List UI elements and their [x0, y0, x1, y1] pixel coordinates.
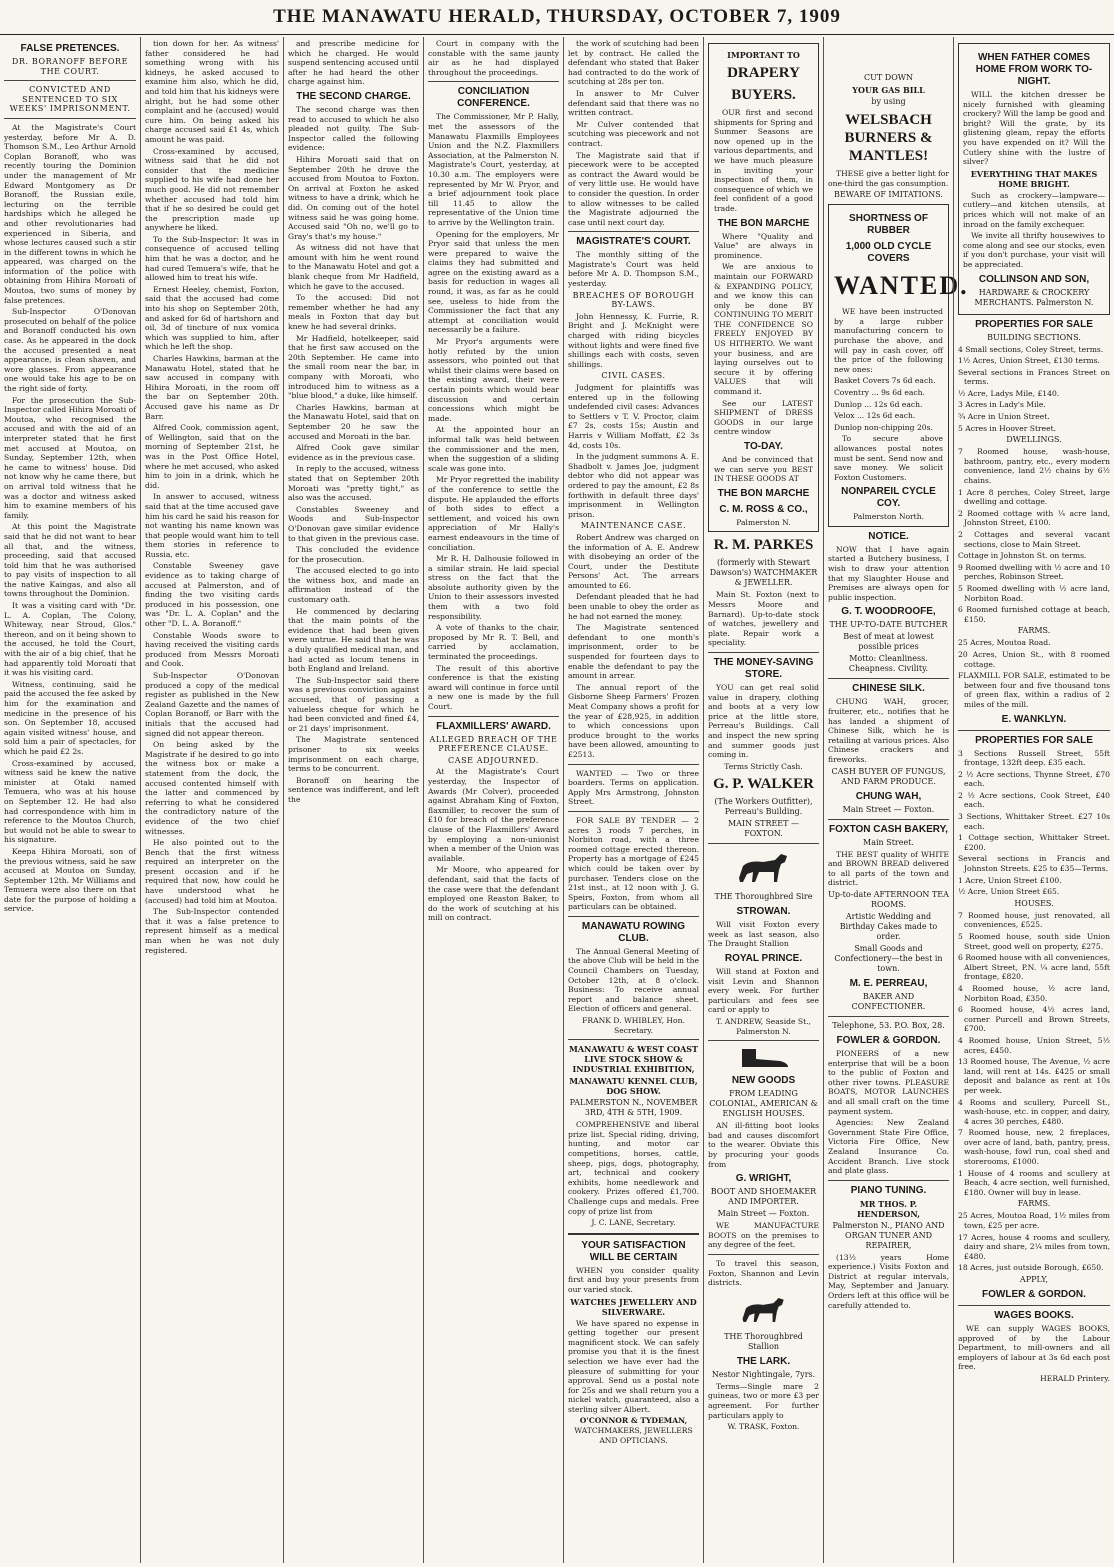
collinson-name: COLLINSON AND SON,	[978, 273, 1090, 285]
apply-label: APPLY,	[1019, 1275, 1049, 1284]
covers-heading: 1,000 OLD CYCLE COVERS	[845, 241, 932, 265]
bon-marche-name: THE BON MARCHE	[717, 487, 810, 499]
divider	[4, 80, 136, 81]
paragraph: Charles Hawkins, barman at the Manawatu Hotel, said that on September 20 he saw the accused and Moroati in the bar.	[288, 402, 419, 441]
paragraph: Mr R. H. Dalhousie followed in a similar strain. He laid special stress on the fact that the absolute authority given by the Union to their assessors invested them with a two fold responsibility.	[428, 554, 559, 621]
paragraph: In answer to accused, witness said that at the time accused gave him his card he said his reason for not wanting his name known was that people would want him to tell them stories in reference to Russia, etc.	[145, 492, 279, 559]
list-item: 3 Sections Russell Street, 55ft frontage, 132ft deep. £35 each.	[958, 748, 1110, 768]
paragraph: He also pointed out to the Bench that the first witness required an interpreter on the present occasion and if he required that now, how could he have understood what he (accused) had told him at Moutoa.	[145, 838, 279, 905]
list-item: 4 Rooms and scullery, Purcell St., wash-house, etc. in copper, and dairy, 4 acres 30 perches, £480.	[958, 1097, 1110, 1126]
divider	[568, 1039, 699, 1040]
paragraph: In answer to Mr Culver defendant said that there was no written contract.	[568, 88, 699, 118]
parkes-name: R. M. PARKES	[713, 537, 814, 554]
ross-place: Palmerston N.	[736, 517, 791, 527]
article-subheading: CIVIL CASES.	[601, 371, 666, 381]
divider	[708, 1254, 819, 1255]
paragraph: We invite all thrifty housewives to come along and see our stocks, even if you don't purchase, your visit will be appreciated.	[963, 231, 1105, 269]
royal-prince-name: ROYAL PRINCE.	[724, 953, 803, 965]
paragraph: Will visit Foxton every week as last season, also The Draught Stallion	[708, 920, 819, 949]
horse-icon	[734, 1292, 794, 1328]
gas-mid: YOUR GAS BILL	[852, 85, 925, 95]
fowler-telephone: Telephone, 53. P.O. Box, 28.	[832, 1020, 945, 1030]
paragraph: WHEN you consider quality first and buy your presents from our varied stock.	[568, 1265, 699, 1294]
gas-by: by using	[871, 97, 906, 106]
paragraph: The Magistrate said that if piecework were to be accepted as contract the Award would be of very little use. He would have to consider the question. In order to allow witnesses to be called the Magistrate adjourned the case until next court day.	[568, 150, 699, 227]
walker-address: MAIN STREET — FOXTON.	[727, 819, 800, 839]
divider	[4, 118, 136, 119]
masthead: THE MANAWATU HERALD, THURSDAY, OCTOBER 7, 1909	[0, 0, 1114, 35]
paragraph: WE can supply WAGES BOOKS, approved of by the Labour Department, to mill-owners and all employers of labour at 3s 6d each post free.	[958, 1324, 1110, 1372]
show-subheading: MANAWATU KENNEL CLUB, DOG SHOW.	[569, 1076, 698, 1097]
horse-icon	[729, 848, 799, 888]
gas-top: CUT DOWN	[864, 73, 913, 82]
paragraph: Sub-Inspector O'Donovan prosecuted on behalf of the police and Boranoff conducted his own case. As he appeared in the dock the accused presented a neat appearance, is clean shaven, and wore glasses. From appearance one would take his age to be on the right side of forty.	[4, 307, 136, 393]
woodroofe-name: G. T. WOODROOFE,	[841, 606, 936, 618]
paragraph: Judgment for plaintiffs was entered up in the following undefended civil cases: Advances to Settlers v T. V. Proctor, claim £7 2s, costs 15s; Austin and Harris v William Moffatt, £2 3s 4d, costs 10s.	[568, 383, 699, 450]
houses-heading: HOUSES.	[1014, 898, 1054, 908]
divider	[568, 764, 699, 765]
paragraph: Sub-Inspector O'Donovan produced a copy of the medical register as published in the New Zealand Gazette and the names of Coplan Boranoff, or Barr with the initials that the accused had signed did not appear thereon.	[145, 671, 279, 738]
oconnor-sub: WATCHMAKERS, JEWELLERS AND OPTICIANS.	[574, 1426, 693, 1445]
paragraph: tion down for her. As witness' father considered he had something wrong with his kidneys, he asked accused to examine him also, which he did, and told him that his kidneys were alright, but he had some other complaint and he (accused) would cure him. On being asked his charge accused said £1 4s, which amount he was paid.	[145, 39, 279, 144]
article-subheading: DR. BORANOFF BEFORE THE COURT.	[11, 57, 129, 76]
property-list	[958, 749, 1110, 897]
fowler-name: FOWLER & GORDON.	[836, 1034, 941, 1046]
paragraph: The result of this abortive conference is that the existing award will continue in force until a new one is made by the full Court.	[428, 663, 559, 711]
paragraph: Ernest Heeley, chemist, Foxton, said that the accused had come into his shop on September 20th, and asked for 6d of hartshorn and oil, 3d of tincture of nux vomica which was supplied to him, after which he left the shop.	[145, 284, 279, 352]
article-heading-flaxmillers: FLAXMILLERS' AWARD.	[436, 720, 551, 732]
paragraph: Where "Quality and Value" are always in prominence.	[714, 231, 813, 260]
price-item: Coventry ... 9s 6d each.	[834, 387, 925, 397]
paragraph: WE have been instructed by a large rubber manufacturing concern to purchase the above, and will pay in cash cover, off the price of the following new ones:	[834, 307, 943, 374]
paragraph: At the Magistrate's Court yesterday, before Mr A. D. Thomson S.M., Leo Arthur Arnold Coplan Boranoff, who was recently touring the Dominion under the management of Mr Edward Montgomery as Dr Boranoff, the Russian exile, lecturing on the terrible hardships which he alleged he and other revolutionaries had experienced in Siberia, and whose lectures caused such a stir in the different towns in which he appeared, was charged on the information of the police with obtaining from Hihira Moroati of Moutoa, two sums of money by false pretences.	[4, 122, 136, 305]
paragraph: The Magistrate sentenced defendant to one month's imprisonment, order to be suspended for fourteen days to enable the defendant to pay the amount in arrear.	[568, 623, 699, 681]
lark-top: THE Thoroughbred Stallion	[724, 1331, 803, 1351]
list-item: 1 Acre 8 perches, Coley Street, large dwelling and cottage.	[958, 487, 1110, 507]
divider	[568, 1233, 699, 1235]
divider	[428, 81, 559, 82]
list-item: Several sections in Francis and Johnston Streets. £25 to £35—Terms.	[958, 854, 1110, 874]
perreau-sub: BAKER AND CONFECTIONER.	[851, 991, 926, 1011]
price-item: Velox ... 12s 6d each.	[834, 411, 916, 421]
paragraph: Terms—Single mare 2 guineas, two or more £3 per agreement. For further particulars apply to	[708, 1381, 819, 1420]
paragraph: Mr Moore, who appeared for defendant, said that the facts of the case were that the defendant employed one Reaston Baker, to do the work of scutching at his mill on contract.	[428, 865, 559, 923]
paragraph: The annual report of the Gisborne Sheep Farmers' Frozen Meat Company shows a profit for the year of £28,925, in addition to which concessions upon produce brought to the works have been allowed, amounting to £2513.	[568, 682, 699, 759]
paragraph: At the appointed hour an informal talk was held between the commissioner and the men, when the suggestion of a sliding scale was gone into.	[428, 425, 559, 473]
fowler-name: FOWLER & GORDON.	[982, 1289, 1086, 1300]
paragraph: The Sub-Inspector said there was a previous conviction against accused, that of passing a valueless cheque for which he had been convicted and fined £4, or 21 days' imprisonment.	[288, 675, 419, 733]
paragraph: This concluded the evidence for the prosecution.	[288, 545, 419, 564]
paragraph: Will stand at Foxton and visit Levin and Shannon every week. For further particulars and fees see card or apply to	[708, 967, 819, 1015]
paragraph: Mr Pryor regretted the inability of the conference to settle the dispute. He applauded the efforts of both sides to effect a settlement, and voiced his own appreciation of Mr Hally's earnest endeavours in the time of conciliation.	[428, 475, 559, 552]
new-goods-sub: FROM LEADING COLONIAL, AMERICAN & ENGLISH HOUSES.	[709, 1089, 818, 1119]
paragraph: To the accused: Did not remember whether he had any meals in Foxton that day but knew he had several drinks.	[288, 293, 419, 332]
dwelling-list	[958, 447, 1110, 624]
woodroofe-best: Best of meat at lowest possible prices	[843, 632, 934, 652]
paragraph: Court in company with the constable with the same jaunty air as he had displayed throughout the proceedings.	[428, 39, 559, 77]
list-item: 6 Roomed furnished cottage at beach, £150.	[958, 605, 1110, 624]
rowing-club-heading: MANAWATU ROWING CLUB.	[581, 920, 686, 944]
paragraph: The second charge was then read to accused to which he also pleaded not guilty. The Sub-Inspector called the following evidence:	[288, 104, 419, 153]
article-subheading: BREACHES OF BOROUGH BY-LAWS.	[572, 290, 695, 310]
paragraph: On being asked by the Magistrate if he desired to go into the witness box or make a statement from the dock, the accused contented himself with the latter and commenced by referring to what he considered the contradictory nature of the evidence of the two chief witnesses.	[145, 740, 279, 836]
paragraph: Hihira Moroati said that on September 20th he drove the accused from Moutoa to Foxton. On arrival at Foxton he asked witness to have a drink, which he did. On coming out of the hotel witness said he was going home. Accused said "Oh no, we'll go to Gray's that's my house."	[288, 154, 419, 241]
show-date: PALMERSTON N., NOVEMBER 3RD, 4TH & 5TH, 1909.	[569, 1098, 698, 1118]
paragraph: Keepa Hihira Moroati, son of the previous witness, said he saw accused at Moutoa on Sunday, September 12th. Mr Williams and Temuera were also there on that date for the purpose of holding a service.	[4, 846, 136, 914]
father-heading: WHEN FATHER COMES HOME FROM WORK TO-NIGHT.	[975, 52, 1093, 87]
paragraph: Alfred Cook, commission agent, of Wellington, said that on the morning of September 21st, he was in the Post Office Hotel, where he met accused, who asked him to join in a drink, which he did.	[145, 423, 279, 490]
list-item: 6 Roomed house with all conveniences, Albert Street, P.N. ¼ acre land, 55ft frontage, £820.	[958, 953, 1110, 982]
wages-heading: WAGES BOOKS.	[994, 1310, 1074, 1321]
paragraph: Witness, continuing, said he paid the accused the fee asked by him for the examination and medicine in the presence of his son. On September 18, accused again visited witness' house, and sold him a pair of spectacles, for which he paid £2 2s.	[4, 679, 136, 756]
paragraph: The Magistrate sentenced prisoner to six weeks imprisonment on each charge, terms to be concurrent.	[288, 735, 419, 774]
wanklyn-name: E. WANKLYN.	[1001, 713, 1067, 725]
paragraph: Agencies: New Zealand Government State Fire Office, Victoria Fire Office, New Zealand Insurance Co. Accident Branch. Live stock and plate glass.	[828, 1118, 949, 1176]
article-subheading: CONVICTED AND SENTENCED TO SIX WEEKS' IMPRISONMENT.	[9, 85, 131, 114]
list-item: 20 Acres, Union St., with 8 roomed cottage.	[958, 649, 1110, 669]
list-item: Several sections in Frances Street on terms.	[958, 367, 1110, 387]
list-item: 6 Roomed house, 4½ acres land, corner Purcell and Brown Streets, £700.	[958, 1005, 1110, 1034]
paragraph: For the prosecution the Sub-Inspector called Hihira Moroati of Moutoa, who recognised the accused and with the aid of an interpreter stated that he first met accused at Moutoa, on Sunday, September 12th, when he came to witness' house. Did not know why he came there, but on arrival told witness that he was a doctor and witness asked him to examine members of his family.	[4, 395, 136, 520]
divider	[828, 819, 949, 820]
list-item: 3 Sections, Whittaker Street. £27 10s each.	[958, 812, 1110, 831]
paragraph: Mr Hadfield, hotelkeeper, said that he first saw accused on the 20th September. He came into the small room near the bar, in company with Moroati, who introduced him to witness as a "blue blood," a duke, like himself.	[288, 333, 419, 401]
paragraph: THESE give a better light for one-third the gas consumption.	[828, 169, 949, 188]
building-heading: BUILDING SECTIONS.	[987, 332, 1081, 342]
column-6	[703, 37, 823, 1563]
oconnor-name: O'CONNOR & TYDEMAN,	[579, 1416, 688, 1426]
paragraph: Mr Culver contended that scutching was piecework and not contract.	[568, 119, 699, 148]
paragraph: It was a visiting card with "Dr. L. A. Coplan, The Colony, Whiteway, near Stroud, Glos." thereon, and on it being shown to the accused, he told the Court, with the air of a big chief, that he had apparently told Moroati that it was his visiting card.	[4, 601, 136, 678]
nonpareil-name: NONPAREIL CYCLE COY.	[841, 486, 936, 510]
silk-buyer: CASH BUYER OF FUNGUS, AND FARM PRODUCE.	[831, 766, 946, 786]
new-goods-heading: NEW GOODS	[731, 1075, 796, 1087]
properties-heading: PROPERTIES FOR SALE	[975, 734, 1093, 746]
list-item: 2 ½ Acre sections, Thynne Street, £70 each.	[958, 769, 1110, 789]
paragraph: He commenced by declaring that the main points of the evidence that had been given were untrue. He said that he was a duly qualified medical man, and had acted as locum tenens in both England and Ireland.	[288, 606, 419, 674]
cycle-ad	[828, 204, 969, 527]
paragraph: At this point the Magistrate said that he did not want to hear all that, and the witness, proceeding, said that accused told him that he was authorised to pay visits of inspection to all the native Kaingas, and also all towns throughout the Dominion.	[4, 522, 136, 599]
chung-wah-name: CHUNG WAH,	[855, 790, 922, 802]
collinson-sub: HARDWARE & CROCKERY MERCHANTS. Palmerston N.	[974, 287, 1094, 307]
column-1	[0, 37, 140, 1563]
paragraph: Cross-examined by accused, witness said that he did not consider that the medicine supplied to his wife had done her much good. He did not remember whether accused had told him that if he so desired he could get the prescription made up anywhere he liked.	[145, 146, 279, 233]
notice-heading: NOTICE.	[868, 530, 909, 542]
money-saving-heading: THE MONEY-SAVING STORE.	[713, 656, 814, 680]
list-item: 17 Acres, house 4 rooms and scullery, dairy and share, 2¼ miles from town, £480.	[958, 1232, 1110, 1261]
divider	[708, 843, 819, 844]
satisfaction-heading: YOUR SATISFACTION WILL BE CERTAIN	[581, 1239, 686, 1263]
article-heading-conciliation: CONCILIATION CONFERENCE.	[457, 86, 530, 110]
column-4	[423, 37, 563, 1563]
list-item: 1 House of 4 rooms and scullery at Beach, 4 acre section, well furnished, £180. Owner will buy in lease.	[958, 1168, 1110, 1197]
bakery-tea: Up-to-date AFTERNOON TEA ROOMS.	[828, 889, 949, 909]
list-item: 4 Small sections, Coley Street, terms.	[958, 344, 1104, 354]
list-item: Cottage in Johnston St. on terms.	[958, 551, 1087, 561]
chung-wah-address: Main Street — Foxton.	[842, 804, 935, 814]
paragraph: To travel this season, Foxton, Shannon and Levin districts.	[708, 1258, 819, 1288]
classified-wanted: WANTED — Two or three boarders. Terms on application. Apply Mrs Armstrong, Johnston Street.	[568, 768, 699, 807]
price-item: Basket Covers 7s 6d each.	[834, 376, 936, 386]
article-subheading: MAINTENANCE CASE.	[580, 521, 687, 531]
list-item: 7 Roomed house, new, 2 fireplaces, over acre of land, bath, pantry, press, wash-house, fowl run, coal shed and storerooms, £1000.	[958, 1128, 1110, 1167]
drapery-heading: DRAPERY	[727, 65, 800, 81]
column-2	[140, 37, 283, 1563]
paragraph: YOU can get real solid value in drapery, clothing and boots at a very low price at the little store, Perreau's Buildings. Call and inspect the new spring and summer goods just coming in.	[708, 682, 819, 760]
list-item: FLAXMILL FOR SALE, estimated to be between four and five thousand tons of green flax, within a radius of 2 miles of the mill.	[958, 671, 1110, 709]
section-list	[958, 345, 1110, 434]
classified-tender: FOR SALE BY TENDER — 2 acres 3 roods 7 perches, in Norbiton road, with a three roomed cottage erected thereon. Property has a mortgage of £245 which could be taken over by purchaser. Tenders close on the 21st inst., at 12 noon with J. G. Speirs, Foxton, from whom all particulars can be obtained.	[568, 815, 699, 912]
paragraph: Charles Hawkins, barman at the Manawatu Hotel, stated that he saw accused in company with Hihira Moroati, in the room off the bar on September 20th. Accused gave his name as Dr Barr.	[145, 354, 279, 421]
beware-notice: BEWARE OF IMITATIONS.	[834, 190, 943, 200]
paragraph: Defendant pleaded that he had been unable to obey the order as he had not earned the money.	[568, 592, 699, 621]
price-item: Dunlop ... 12s 6d each.	[834, 399, 923, 409]
paragraph: Constable Sweeney gave evidence as to taking charge of accused at Palmerston, and of finding the two visiting cards produced in his possession, one was "Dr. L. A. Coplan" and the other "D. L. A. Boranoff."	[145, 561, 279, 629]
walker-name: G. P. WALKER	[713, 776, 814, 793]
henderson-name: MR THOS. P. HENDERSON,	[857, 1198, 920, 1219]
paragraph: Robert Andrew was charged on the information of A. E. Andrew with disobeying an order of the Court, under the Destitute Persons' Act. The arrears amounted to £6.	[568, 532, 699, 590]
list-item: 2 Roomed cottage with ¼ acre land, Johnston Street, £100.	[958, 508, 1110, 528]
paragraph: We are anxious to maintain our FORWARD & EXPANDING POLICY, and we know this can only be done BY CONTINUING TO MERIT THE CONFIDENCE SO FREELY ENJOYED BY US HITHERTO. We want your business, and are laying ourselves out to secure it by offering VALUES that will command it.	[714, 262, 813, 397]
ross-name: C. M. ROSS & CO.,	[719, 503, 808, 515]
list-item: 5 Roomed house, south side Union Street, good well on property, £275.	[958, 932, 1110, 951]
list-item: 2 ½ Acre sections, Cook Street, £40 each.	[958, 790, 1110, 810]
list-item: 1 Cottage section, Whittaker Street. £200.	[958, 833, 1110, 852]
watches-heading: WATCHES JEWELLERY AND SILVERWARE.	[570, 1296, 697, 1317]
list-item: ½ Acre, Ladys Mile, £140.	[958, 388, 1060, 398]
father-ad	[958, 43, 1110, 315]
paragraph: To secure above allowances postal notes must be sent. Send now and save money. We solicit Foxton Customers.	[834, 434, 943, 482]
paragraph: WE MANUFACTURE BOOTS on the premises to any degree of the feet.	[708, 1221, 819, 1250]
divider	[828, 678, 949, 679]
column-5	[563, 37, 703, 1563]
divider	[568, 811, 699, 812]
paragraph: The Annual General Meeting of the above Club will be held in the Council Chambers on Tuesday, October 12th, at 8 o'clock. Business: To receive annual report and balance sheet. Election of officers and general.	[568, 946, 699, 1014]
divider	[568, 916, 699, 917]
price-item: Dunlop non-chipping 20s.	[834, 422, 933, 432]
today-label: TO-DAY.	[744, 441, 783, 452]
paragraph: In reply to the accused, witness stated that on September 20th Moroati was "pretty tight," as also was the accused.	[288, 464, 419, 503]
list-item: 3 Acres in Lady's Mile.	[958, 400, 1046, 410]
paragraph: We have spared no expense in getting together our present magnificent stock. We can safely promise you that it is the finest selection we have ever had the pleasure of submitting for your approval. Send us a postal note for 25s and we shall return you a nickel watch, guaranteed, also a sterling silver Albert.	[568, 1318, 699, 1414]
shortness-heading: SHORTNESS OF RUBBER	[849, 213, 928, 237]
wright-address: Main Street — Foxton.	[717, 1209, 810, 1219]
dwellings-heading: DWELLINGS.	[1006, 435, 1062, 445]
column-3	[283, 37, 423, 1563]
paragraph: COMPREHENSIVE and liberal prize list. Special riding, driving, hunting, and motor car competitions, horses, cattle, sheep, pigs, dogs, photography, art, technical and cookery exhibits, home needlework and cookery. Prizes offered £1,700. Challenge cups and medals. Free copy of prize list from	[568, 1120, 699, 1216]
list-item: 18 Acres, just outside Borough, £650.	[958, 1263, 1104, 1273]
paragraph: Constable Woods swore to having received the visiting cards produced from Messrs Moroati and Cook.	[145, 630, 279, 669]
bakery-heading: FOXTON CASH BAKERY,	[829, 823, 948, 835]
woodroofe-sub: THE UP-TO-DATE BUTCHER	[829, 620, 948, 630]
perreau-name: M. E. PERREAU,	[849, 977, 928, 989]
drapery-buyers: BUYERS.	[731, 87, 796, 103]
paragraph: The monthly sitting of the Magistrate's Court was held before Mr A. D. Thompson S.M., yesterday.	[568, 250, 699, 289]
column-8	[953, 37, 1114, 1563]
money-terms: Terms Strictly Cash.	[724, 761, 803, 771]
show-heading: MANAWATU & WEST COAST LIVE STOCK SHOW & INDUSTRIAL EXHIBITION,	[568, 1044, 699, 1075]
paragraph: Constables Sweeney and Woods and Sub-Inspector O'Donovan gave similar evidence to that given in the previous case.	[288, 504, 419, 543]
divider	[828, 1016, 949, 1017]
welsbach-heading: WELSBACH BURNERS & MANTLES!	[844, 112, 933, 164]
paragraph: At the Magistrate's Court yesterday, the Inspector of Awards (Mr Colver), proceeded against Abraham King of Foxton, flaxmiller, to recover the sum of £10 for breach of the preference clause of the Flaxmillers' Award by employing a non-unionist when a member of the Union was available.	[428, 767, 559, 863]
paragraph: Alfred Cook gave similar evidence as in the previous case.	[288, 443, 419, 462]
lark-name: THE LARK.	[736, 1355, 791, 1367]
paragraph: Main St. Foxton (next to Messrs Moore and Barnard). Up-to-date stock of watches, jewellery and plate. Repair work a speciality.	[708, 590, 819, 648]
signature: W. TRASK, Foxton.	[727, 1422, 800, 1432]
lark-sire: Nestor Nightingale, 7yrs.	[711, 1369, 816, 1379]
divider	[958, 730, 1110, 731]
parkes-sub: (formerly with Stewart Dawson's) WATCHMAKER & JEWELLER.	[709, 558, 818, 588]
bakery-cakes: Artistic Wedding and Birthday Cakes made to order.	[839, 911, 938, 941]
farms-heading: FARMS.	[1017, 626, 1051, 636]
paragraph: and prescribe medicine for which he charged. He would suspend sentencing accused until after he had heard the other charge against him.	[288, 39, 419, 87]
divider	[708, 1040, 819, 1041]
paragraph: The accused elected to go into the witness box, and made an affirmation instead of the customary oath.	[288, 566, 419, 605]
list-item: 1½ Acres, Union Street, £130 terms.	[958, 356, 1100, 366]
list-item: 25 Acres, Moutoa Road.	[958, 638, 1051, 648]
wanted-heading: WANTED.	[834, 271, 969, 301]
paragraph: OUR first and second shipments for Spring and Summer Seasons are now opened up in the various departments, and we have much pleasure in inviting your inspection of them, in consequence of which we feel confident of a good trade.	[714, 108, 813, 213]
paragraph: And be convinced that we can serve you BEST IN THESE GOODS AT	[714, 455, 813, 484]
paragraph: To the Sub-Inspector: It was in consequence of accused telling him that he was a doctor, and he had cured Temuera's wife, that he allowed him to treat his wife.	[145, 234, 279, 283]
farms-heading: FARMS.	[1017, 1199, 1051, 1209]
paragraph: As witness did not have that amount with him he went round to the Manawatu Hotel and got a blank cheque from Mr Hadfield, which he gave to the accused.	[288, 243, 419, 291]
list-item: 25 Acres, Moutoa Road, 1½ miles from town, £25 per acre.	[958, 1211, 1110, 1231]
walker-sub: (The Workers Outfitter), Perreau's Building.	[714, 797, 813, 817]
farm-list	[958, 1211, 1110, 1273]
bakery-small: Small Goods and Confectionery—the best in town.	[834, 943, 943, 973]
wright-name: G. WRIGHT,	[735, 1173, 792, 1185]
list-item: 1 Acre, Union Street £100.	[958, 875, 1062, 885]
paragraph: See our LATEST SHIPMENT of DRESS GOODS in our large centre window	[714, 398, 813, 437]
article-subheading: CASE ADJOURNED.	[448, 755, 539, 765]
paragraph: (13½ years Home experience.) Visits Foxton and District at regular intervals, May, September and January. Orders left at this office will be carefully attended to.	[828, 1252, 949, 1310]
list-item: 2 Cottages and several vacant sections, close to Main Street.	[958, 530, 1110, 549]
list-item: 13 Roomed house, The Avenue, ½ acre land, will rent at 14s. £425 or small deposit and balance as rent at 10s per week.	[958, 1057, 1110, 1095]
strowan-name: STROWAN.	[736, 906, 791, 918]
henderson-sub: Palmerston N., PIANO AND ORGAN TUNER AND REPAIRER,	[832, 1220, 945, 1250]
bon-marche-name: THE BON MARCHE	[717, 217, 810, 229]
paragraph: Boranoff on hearing the sentence was indifferent, and left the	[288, 775, 419, 804]
divider	[708, 652, 819, 653]
list-item: 9 Roomed dwelling with ½ acre and 10 perches, Robinson Street.	[958, 562, 1110, 582]
paragraph: AN ill-fitting boot looks bad and causes discomfort to the wearer. Obviate this by procuring your goods from	[708, 1121, 819, 1169]
article-subheading: ALLEGED BREACH OF THE PREFERENCE CLAUSE.	[429, 734, 558, 754]
farm-list	[958, 638, 1110, 709]
article-heading-magistrates-court: MAGISTRATE'S COURT.	[576, 236, 691, 248]
list-item: 5 Roomed dwelling with ½ acre land, Norbiton Road.	[958, 583, 1110, 603]
signature: FRANK D. WHIBLEY, Hon. Secretary.	[582, 1016, 685, 1035]
tuning-heading: PIANO TUNING.	[850, 1184, 927, 1196]
house-list	[958, 911, 1110, 1198]
divider	[568, 231, 699, 232]
boot-icon	[734, 1045, 794, 1071]
bakery-address: Main Street.	[863, 837, 914, 847]
woodroofe-motto: Motto: Cleanliness. Cheapness. Civility.	[848, 654, 929, 674]
list-item: 4 Roomed house, Union Street, 5½ acres, £450.	[958, 1035, 1110, 1055]
paragraph: In the judgment summons A. E. Shadbolt v. James Joe, judgment debtor who did not appear was ordered to pay the amount, £2 8s forthwith in default three days' imprisonment in Wellington prison.	[568, 452, 699, 519]
paragraph: the work of scutching had been let by contract. He called the defendant who stated that Baker had contracted to do the work of scutching at 28s per ton.	[568, 39, 699, 87]
paragraph: CHUNG WAH, grocer, fruiterer, etc., notifies that he has landed a shipment of Chinese Silk, which he is retailing at various prices. Also Chinese crackers and fireworks.	[828, 697, 949, 764]
silk-heading: CHINESE SILK.	[852, 683, 925, 695]
drapery-ad	[708, 43, 819, 532]
herald-printery: HERALD Printery.	[1040, 1373, 1110, 1383]
paragraph: Mr Pryor's arguments were hotly refuted by the union assessors, who pointed out that whilst their claims were based on the existing award, their were certain points which would bear discussion and certain concessions which might be made.	[428, 337, 559, 423]
properties-heading: PROPERTIES FOR SALE	[975, 318, 1093, 330]
nonpareil-place: Palmerston North.	[852, 512, 925, 522]
paragraph: The Sub-Inspector contended that it was a false pretence to represent himself as a medical man when he was not duly registered.	[145, 907, 279, 955]
everything-heading: EVERYTHING THAT MAKES HOME BRIGHT.	[970, 168, 1098, 189]
strowan-top: THE Thoroughbred Sire	[714, 892, 813, 902]
drapery-top: IMPORTANT TO	[727, 50, 800, 60]
list-item: 7 Roomed house, wash-house, bathroom, pantry, etc., every modern convenience, land 2½ chains by 6½ chains.	[958, 447, 1110, 486]
list-item: 5 Acres in Hoover Street.	[958, 423, 1057, 433]
divider	[428, 716, 559, 717]
divider	[958, 1305, 1110, 1306]
list-item: 7 Roomed house, just renovated, all conveniences, £525.	[958, 910, 1110, 930]
signature: T. ANDREW, Seaside St., Palmerston N.	[716, 1017, 811, 1036]
paragraph: PIONEERS of a new enterprise that will be a boon to the public of Foxton and other river towns. PLEASURE BOATS, MOTOR LAUNCHES and all small craft on the time payment system.	[828, 1048, 949, 1116]
paragraph: THE BEST quality of WHITE and BROWN BREAD delivered to all parts of the town and district.	[828, 849, 949, 888]
divider	[828, 1180, 949, 1181]
paragraph: Such as crockery—lampware—cutlery—and kitchen utensils, at prices which will not make of an inroad on the family exchequer.	[963, 190, 1105, 229]
paragraph: WILL the kitchen dresser be nicely furnished with gleaming crockery? Will the lamp be good and bright? Will the grate, by its glistening gleam, repay the efforts you have expended on it? Will the Cutlery shine with the lustre of silver?	[963, 90, 1105, 167]
list-item: ¾ Acre in Union Street.	[958, 412, 1050, 422]
paragraph: A vote of thanks to the chair, proposed by Mr R. T. Bell, and carried by acclamation, terminated the proceedings.	[428, 623, 559, 662]
article-heading-false-pretences: FALSE PRETENCES.	[20, 43, 120, 54]
article-heading-second-charge: THE SECOND CHARGE.	[296, 90, 411, 102]
paragraph: NOW that I have again started a Butchery business, I wish to draw your attention that my Slaughter House and Premises are always open for public inspection.	[828, 544, 949, 602]
paragraph: The Commissioner, Mr P. Hally, met the assessors of the Manawatu Flaxmills Employees Union and the N.Z. Flaxmillers Association, at the Palmerston N. Magistrate's Court, yesterday, at 10.30 a.m. The employers were represented by Mr W. Pryor, and a brief adjournment took place till 11.45 to allow the representative of the Union time to arrive by the Wellington train.	[428, 112, 559, 227]
column-7	[823, 37, 969, 1563]
list-item: ½ Acre, Union Street £65.	[958, 887, 1060, 897]
list-item: 4 Roomed house, ½ acre land, Norbiton Road, £350.	[958, 983, 1110, 1003]
paragraph: Opening for the employers, Mr Pryor said that unless the men were prepared to waive the claims they had submitted and agree on the existing award as a basis for reduction in wages all round, it was, as far as he could see, useless to hide from the Commissioner the fact that any attempt at conciliation would necessarily be a failure.	[428, 229, 559, 335]
price-list	[834, 376, 943, 432]
wright-sub: BOOT AND SHOEMAKER AND IMPORTER.	[710, 1187, 817, 1207]
paragraph: John Hennessy, K. Furrie, R. Bright and J. McKnight were charged with riding bicycles without lights and were fined five shillings each with costs, seven shillings.	[568, 311, 699, 369]
signature: J. C. LANE, Secretary.	[591, 1218, 676, 1228]
paragraph: Cross-examined by accused, witness said he knew the native minister at Otaki named Temuera, who was at his house on September 12. He had also had correspondence with him in reference to the Moutoa Church, but would not be able to swear to his signature.	[4, 758, 136, 845]
